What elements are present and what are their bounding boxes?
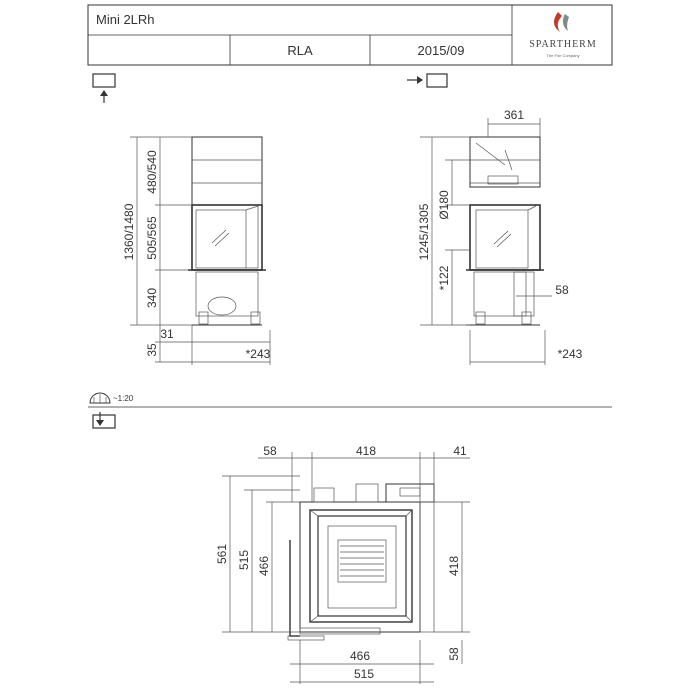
plan-dim-top-left: 58 [263,444,277,458]
plan-dim-top-center: 418 [355,444,377,458]
view-symbol-front [93,74,115,103]
brand-name: SPARTHERM [529,39,597,50]
front-dim-depth: *243 [245,347,271,361]
plan-dim-bottom-outer: 515 [353,667,375,681]
front-dim-total-height: 1360/1480 [122,203,136,261]
flame-red-icon [554,12,562,32]
model-name: Mini 2LRh [96,12,155,27]
front-dim-door-height: 505/565 [145,216,159,260]
front-dim-foot-height: 35 [145,343,159,357]
front-dim-base-height: 340 [145,287,159,309]
side-dim-top-width: 361 [503,108,525,122]
title-block [88,5,612,65]
side-dim-depth: *243 [557,347,583,361]
plan-dim-top-right: 41 [453,444,467,458]
front-dim-upper-height: 480/540 [145,150,159,194]
view-symbol-side [407,74,447,87]
front-view [122,137,271,365]
plan-dim-bottom-right: 58 [447,647,461,661]
plan-dim-left-inner: 466 [257,555,271,577]
side-dim-offset: 58 [555,283,569,297]
view-symbol-top [93,412,115,428]
plan-dim-right: 418 [447,555,461,577]
side-dim-total-height: 1245/1305 [417,203,431,261]
date-label: 2015/09 [417,43,465,58]
brand-tagline: The Fire Company [546,53,580,58]
variant-label: RLA [287,43,313,58]
plan-scale-indicator [90,393,134,403]
front-dim-offset: 31 [160,327,174,341]
plan-dim-left-middle: 515 [237,549,251,571]
flame-grey-icon [563,14,569,31]
spartherm-logo [529,12,597,58]
side-dim-flue-diameter: Ø180 [437,190,451,220]
plan-scale-label: ~1:20 [113,394,134,403]
grate-icon [338,540,386,582]
plan-dim-bottom-inner: 466 [349,649,371,663]
side-dim-air-inlet: *122 [437,265,451,291]
side-view [417,108,583,365]
plan-view [215,444,470,684]
plan-dim-left-outer: 561 [215,543,229,565]
